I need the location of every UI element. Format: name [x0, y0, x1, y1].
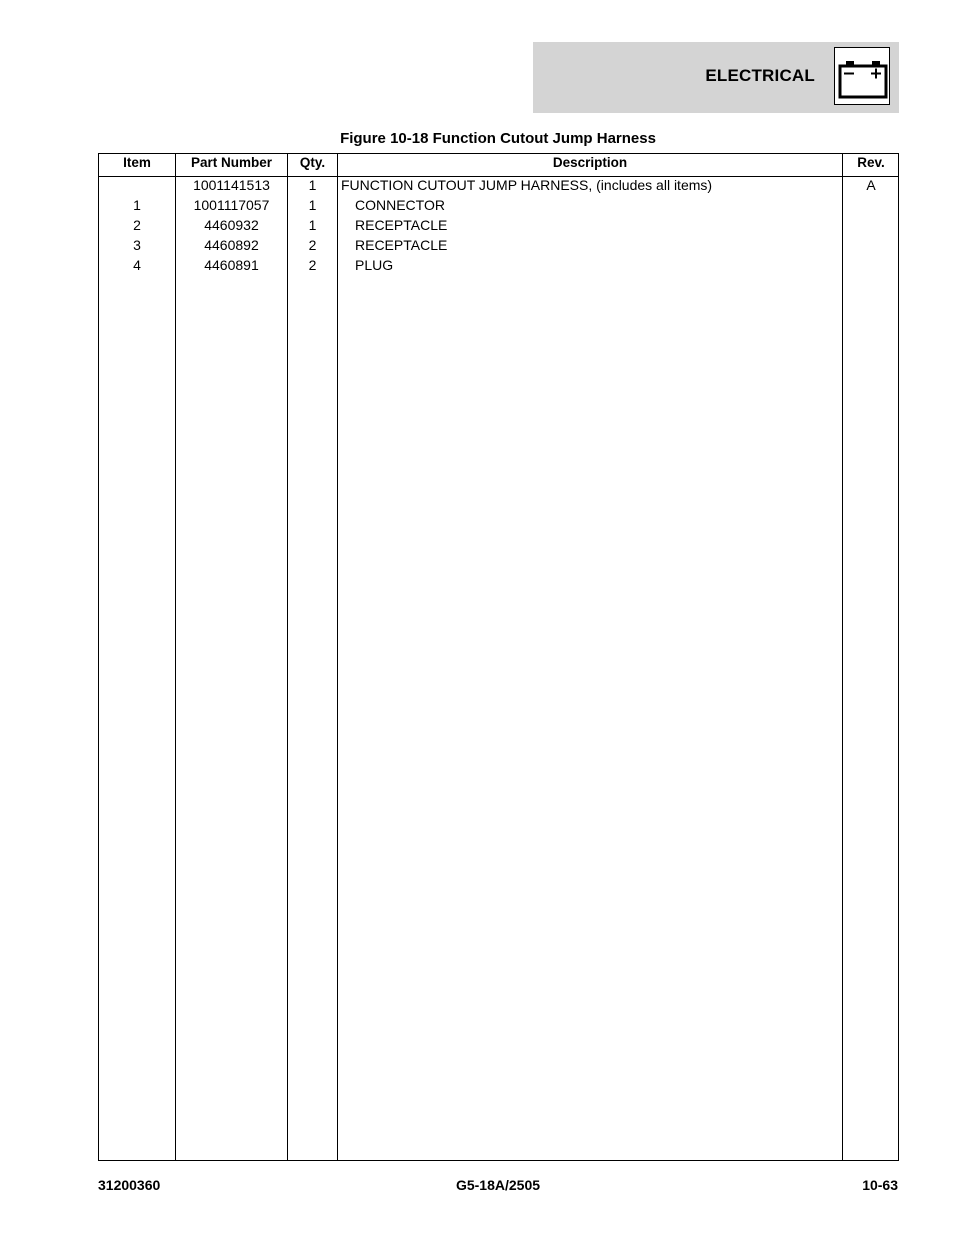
- part-number-cell: 4460932: [204, 217, 259, 233]
- description-cell: FUNCTION CUTOUT JUMP HARNESS, (includes all items): [341, 177, 713, 193]
- rev-cell: A: [866, 177, 876, 193]
- item-cell: 4: [133, 257, 141, 273]
- column-divider: [287, 154, 288, 1160]
- description-cell: RECEPTACLE: [355, 217, 448, 233]
- figure-title: Figure 10-18 Function Cutout Jump Harness: [340, 130, 656, 147]
- section-header-tab: [533, 42, 899, 113]
- description-cell: PLUG: [355, 257, 394, 273]
- qty-cell: 2: [308, 257, 317, 273]
- footer-model: G5-18A/2505: [455, 1177, 541, 1193]
- description-cell: CONNECTOR: [355, 197, 445, 213]
- part-number-cell: 1001141513: [193, 177, 270, 193]
- column-header-part-number: Part Number: [190, 155, 273, 170]
- column-header-description: Description: [552, 155, 628, 170]
- table-row: [99, 215, 898, 235]
- description-cell: RECEPTACLE: [355, 237, 448, 253]
- column-header-item: Item: [123, 155, 151, 170]
- table-row: [99, 255, 898, 275]
- qty-cell: 2: [308, 237, 317, 253]
- column-divider: [175, 154, 176, 1160]
- table-row: [99, 195, 898, 215]
- qty-cell: 1: [308, 197, 317, 213]
- item-cell: 2: [133, 217, 141, 233]
- item-cell: 3: [133, 237, 141, 253]
- battery-icon: [834, 47, 890, 105]
- part-number-cell: 4460892: [204, 237, 259, 253]
- column-divider: [842, 154, 843, 1160]
- qty-cell: 1: [308, 177, 317, 193]
- footer-document-number: 31200360: [98, 1177, 161, 1193]
- column-header-qty: Qty.: [299, 155, 326, 170]
- parts-table: [98, 153, 899, 1161]
- footer-page-number: 10-63: [862, 1177, 898, 1193]
- section-title: ELECTRICAL: [705, 66, 815, 85]
- part-number-cell: 4460891: [204, 257, 259, 273]
- part-number-cell: 1001117057: [193, 197, 270, 213]
- table-row: [99, 175, 898, 195]
- qty-cell: 1: [308, 217, 317, 233]
- column-divider: [337, 154, 338, 1160]
- table-row: [99, 235, 898, 255]
- column-header-rev: Rev.: [857, 155, 885, 170]
- item-cell: 1: [133, 197, 141, 213]
